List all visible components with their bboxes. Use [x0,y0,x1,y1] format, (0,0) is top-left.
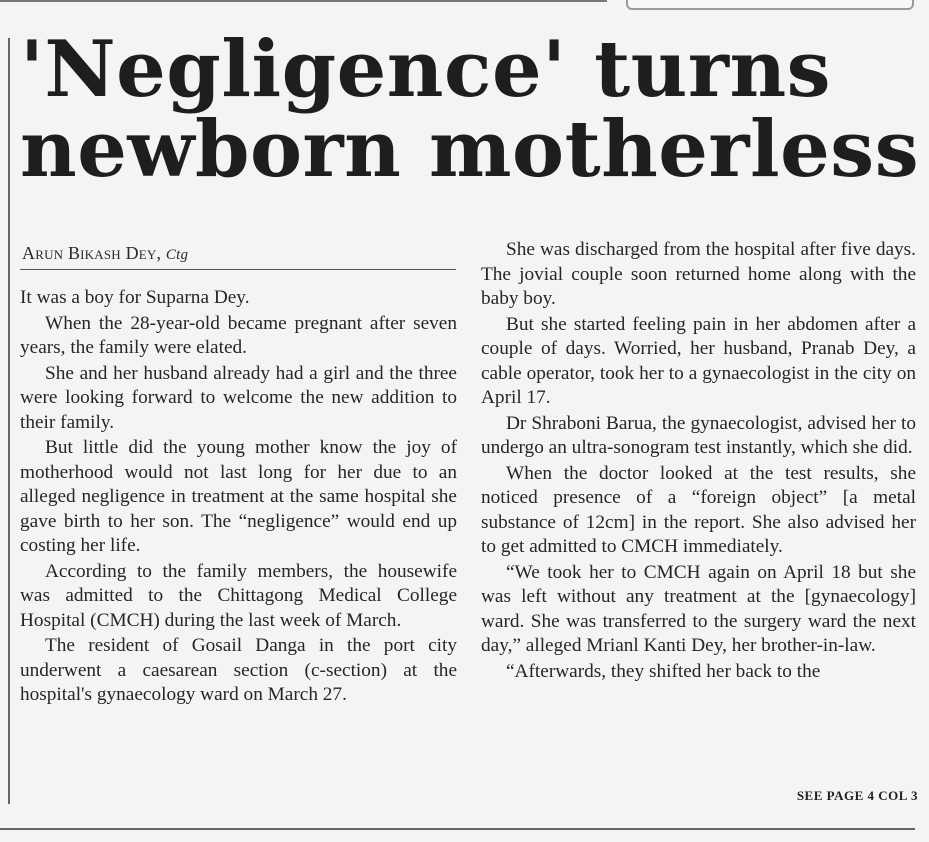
paragraph: “We took her to CMCH again on April 18 but she was left without any treatment at the [gynaecology] ward. She was transferred to the surgery ward the next day,” alleged Mrianl Kanti Dey, her brother-in-law. [481,561,916,656]
paragraph: But she started feeling pain in her abdomen after a couple of days. Worried, her husband, Pranab Dey, a cable operator, took her to a gynaecologist in the city on April 17. [481,313,916,408]
headline-line-2: newborn motherless [20,104,920,195]
paragraph: “Afterwards, they shifted her back to the [506,660,821,682]
top-rule [0,0,607,2]
paragraph: But little did the young mother know the joy of motherhood would not last long for her due to an alleged negligence in treatment at the same hospital she gave birth to her son. The “negligence” would end up costing her life. [20,437,457,556]
byline-location: Ctg [165,247,189,263]
bottom-rule [0,828,915,830]
paragraph: When the 28-year-old became pregnant after seven years, the family were elated. [20,312,457,358]
paragraph: She was discharged from the hospital after five days. The jovial couple soon returned home along with the baby boy. [481,239,916,309]
byline [22,243,452,264]
paragraph: When the doctor looked at the test results, she noticed presence of a “foreign object” [a metal substance of 12cm] in the report. She also advised her to get admitted to CMCH immediately. [481,462,916,557]
continuation-note: SEE PAGE 4 COL 3 [796,788,918,803]
paragraph: Dr Shraboni Barua, the gynaecologist, advised her to undergo an ultra-sonogram test instantly, which she did. [481,412,916,458]
article-column-right [481,238,916,685]
headline [20,24,920,195]
article-column-left [20,286,457,709]
top-box [626,0,914,10]
left-column-rule [8,38,10,804]
byline-rule [20,269,456,270]
paragraph: The resident of Gosail Danga in the port city underwent a caesarean section (c-section) at the hospital's gynaecology ward on March 27. [20,635,457,705]
paragraph: It was a boy for Suparna Dey. [20,287,250,308]
paragraph: She and her husband already had a girl and the three were looking forward to welcome the new addition to their family. [20,362,457,433]
headline-line-1: 'Negligence' turns [20,24,832,115]
byline-author: Arun Bikash Dey, [22,243,162,263]
paragraph: According to the family members, the housewife was admitted to the Chittagong Medical College Hospital (CMCH) during the last week of March. [20,560,457,631]
